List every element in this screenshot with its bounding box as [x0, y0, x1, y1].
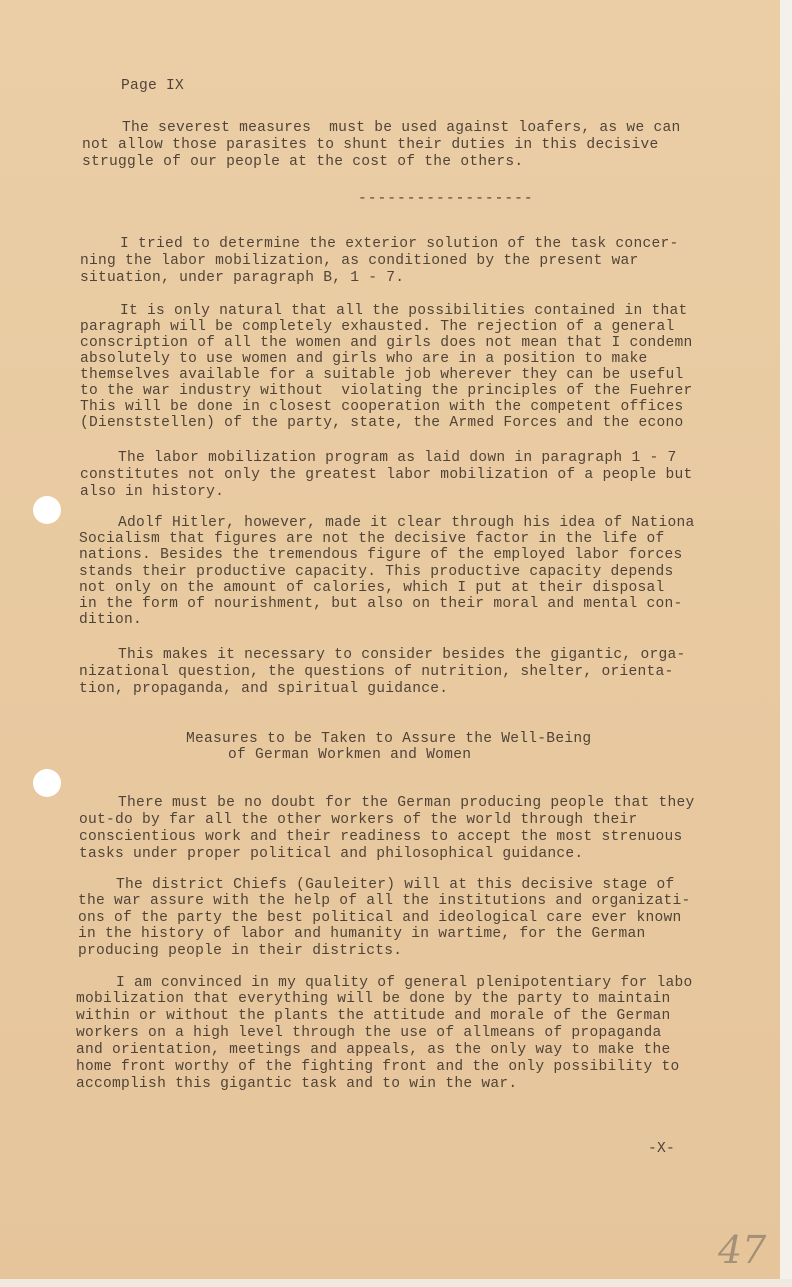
- paragraph-line: within or without the plants the attitude and morale of the German: [76, 1008, 671, 1024]
- punch-hole-bottom: [33, 769, 61, 797]
- paragraph-line: I am convinced in my quality of general plenipotentiary for labo: [116, 975, 693, 991]
- paragraph-line: ning the labor mobilization, as conditioned by the present war: [80, 253, 639, 269]
- paragraph-line: conscription of all the women and girls does not mean that I condemn: [80, 335, 693, 351]
- paragraph-line: workers on a high level through the use of allmeans of propaganda: [76, 1025, 662, 1041]
- paragraph-line: tion, propaganda, and spiritual guidance.: [79, 681, 449, 697]
- handwritten-page-number: 47: [718, 1228, 767, 1272]
- paragraph-line: producing people in their districts.: [78, 943, 403, 959]
- punch-hole-top: [33, 496, 61, 524]
- paragraph-line: and orientation, meetings and appeals, as the only way to make the: [76, 1042, 671, 1058]
- paragraph-line: This will be done in closest cooperation with the competent offices: [80, 399, 684, 415]
- paragraph-line: home front worthy of the fighting front and the only possibility to: [76, 1059, 680, 1075]
- paragraph-line: stands their productive capacity. This productive capacity depends: [79, 564, 674, 580]
- paragraph-line: Adolf Hitler, however, made it clear through his idea of Nationa: [118, 515, 695, 531]
- section-heading-line: Measures to be Taken to Assure the Well-Being: [186, 731, 592, 747]
- paragraph-line: in the form of nourishment, but also on their moral and mental con-: [79, 596, 683, 612]
- page-label: Page IX: [121, 78, 185, 94]
- paragraph-line: ons of the party the best political and ideological care ever known: [78, 910, 682, 926]
- paragraph-line: accomplish this gigantic task and to win the war.: [76, 1076, 518, 1092]
- section-heading-line: of German Workmen and Women: [228, 747, 472, 763]
- paragraph-line: also in history.: [80, 484, 225, 500]
- paragraph-line: to the war industry without violating the principles of the Fuehrer: [80, 383, 693, 399]
- paragraph-line: This makes it necessary to consider besides the gigantic, orga-: [118, 647, 686, 663]
- paragraph-line: It is only natural that all the possibilities contained in that: [120, 303, 688, 319]
- paragraph-line: out-do by far all the other workers of the world through their: [79, 812, 638, 828]
- paragraph-line: The severest measures must be used against loafers, as we can: [122, 120, 681, 136]
- paragraph-line: not allow those parasites to shunt their duties in this decisive: [82, 137, 659, 153]
- paragraph-line: The district Chiefs (Gauleiter) will at this decisive stage of: [116, 877, 675, 893]
- paragraph-line: themselves available for a suitable job wherever they can be useful: [80, 367, 684, 383]
- paragraph-line: situation, under paragraph B, 1 - 7.: [80, 270, 405, 286]
- page-marker: -X-: [648, 1141, 676, 1157]
- paragraph-line: mobilization that everything will be done by the party to maintain: [76, 991, 671, 1007]
- paragraph-line: not only on the amount of calories, which I put at their disposal: [79, 580, 665, 596]
- paragraph-line: nations. Besides the tremendous figure of the employed labor forces: [79, 547, 683, 563]
- paragraph-line: paragraph will be completely exhausted. The rejection of a general: [80, 319, 675, 335]
- paragraph-line: I tried to determine the exterior solution of the task concer-: [120, 236, 679, 252]
- paragraph-line: tasks under proper political and philosophical guidance.: [79, 846, 584, 862]
- paragraph-line: Socialism that figures are not the decisive factor in the life of: [79, 531, 665, 547]
- paragraph-line: dition.: [79, 612, 143, 628]
- section-divider: ------------------: [358, 191, 534, 207]
- paragraph-line: (Dienststellen) of the party, state, the Armed Forces and the econo: [80, 415, 684, 431]
- paragraph-line: absolutely to use women and girls who are in a position to make: [80, 351, 648, 367]
- paragraph-line: constitutes not only the greatest labor mobilization of a people but: [80, 467, 693, 483]
- paragraph-line: The labor mobilization program as laid down in paragraph 1 - 7: [118, 450, 677, 466]
- paragraph-line: the war assure with the help of all the institutions and organizati-: [78, 893, 691, 909]
- paragraph-line: conscientious work and their readiness to accept the most strenuous: [79, 829, 683, 845]
- right-page-edge: [780, 0, 792, 1287]
- paragraph-line: in the history of labor and humanity in wartime, for the German: [78, 926, 646, 942]
- paragraph-line: struggle of our people at the cost of the others.: [82, 154, 524, 170]
- paragraph-line: There must be no doubt for the German producing people that they: [118, 795, 695, 811]
- paragraph-line: nizational question, the questions of nutrition, shelter, orienta-: [79, 664, 674, 680]
- bottom-page-edge: [0, 1279, 792, 1287]
